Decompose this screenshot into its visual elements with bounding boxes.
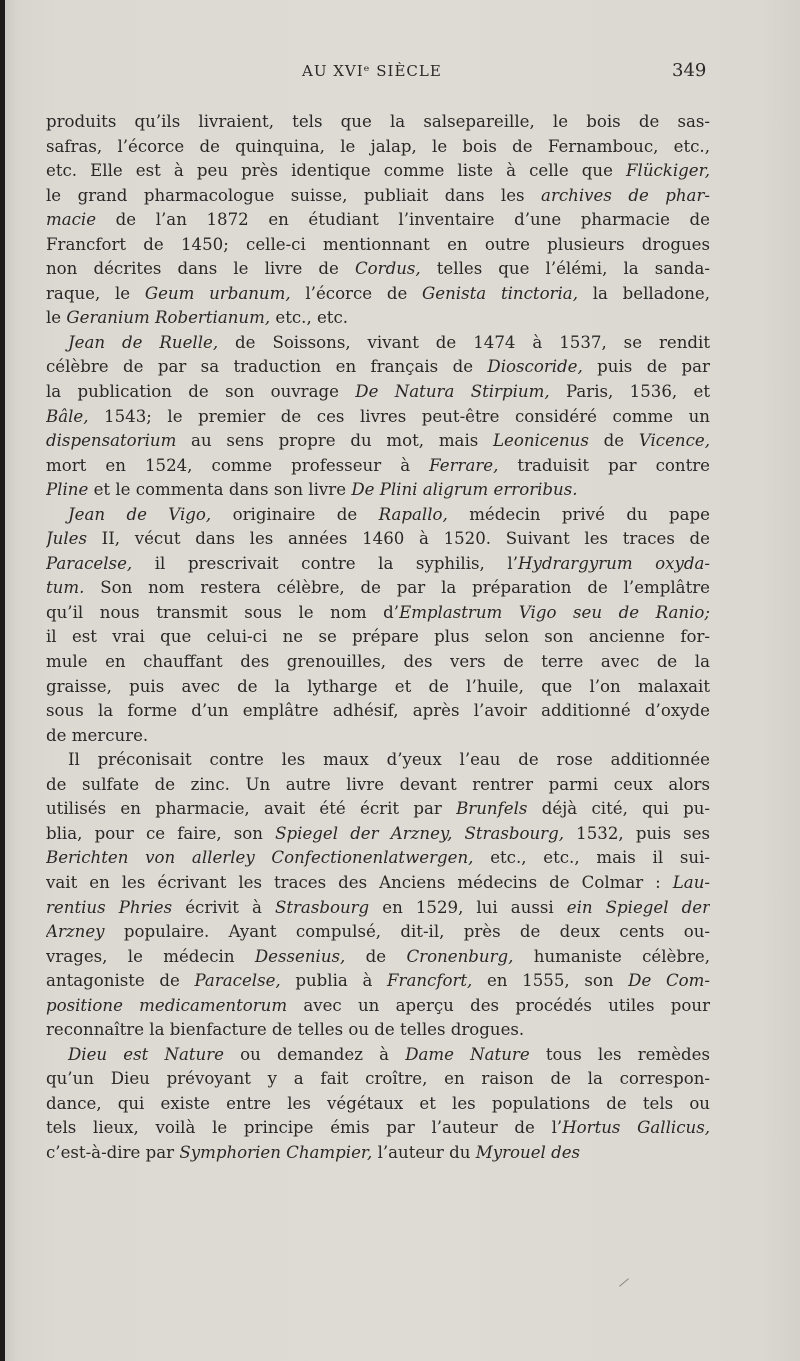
text-line <box>46 576 710 601</box>
text-line <box>46 257 710 282</box>
text-run: sous la forme d’un emplâtre adhésif, après l’avoir additionné d’oxyde <box>46 701 710 721</box>
italic-text: Hydrargyrum oxyda- <box>518 553 710 573</box>
text-line <box>46 994 710 1019</box>
text-run: Francfort de 1450; celle-ci mentionnant en outre plusieurs drogues <box>46 234 710 254</box>
text-run: tels lieux, voilà le principe émis par l’auteur de l’ <box>46 1118 563 1138</box>
text-run: 1532, puis ses <box>564 823 710 843</box>
italic-text: De Plini aligrum erroribus. <box>351 480 578 500</box>
text-run: en 1555, son <box>472 971 629 991</box>
page-number: 349 <box>672 60 707 81</box>
italic-text: dispensatorium <box>46 431 177 451</box>
italic-text: Genista tinctoria, <box>422 283 578 303</box>
text-line <box>46 355 710 380</box>
text-run: raque, le <box>46 283 145 303</box>
text-line <box>46 159 710 184</box>
text-run: de Soissons, vivant de 1474 à 1537, se rendit <box>218 332 710 352</box>
text-line <box>46 306 710 331</box>
text-line <box>46 773 710 798</box>
paragraph <box>46 1043 710 1166</box>
text-run: en 1529, lui aussi <box>369 897 567 917</box>
italic-text: Jean de Vigo, <box>68 504 212 524</box>
text-run: utilisés en pharmacie, avait été écrit par <box>46 799 457 819</box>
text-line <box>46 625 710 650</box>
text-run: produits qu’ils livraient, tels que la salsepareille, le bois de sas- <box>46 112 710 131</box>
text-line <box>46 601 710 626</box>
text-line <box>46 748 710 773</box>
italic-text: Spiegel der Arzney, Strasbourg, <box>275 823 565 843</box>
text-run: il est vrai que celui-ci ne se prépare plus selon son ancienne for- <box>46 627 710 647</box>
paragraph <box>46 748 710 1043</box>
text-run: II, vécut dans les années 1460 à 1520. Suivant les traces de <box>86 529 710 549</box>
text-run: la belladone, <box>577 283 710 303</box>
italic-text: Francfort, <box>387 971 473 991</box>
text-run: de <box>345 946 407 966</box>
text-run: le <box>46 308 67 328</box>
body-text <box>46 110 710 1166</box>
italic-text: Dame Nature <box>405 1044 530 1064</box>
text-line <box>46 1141 710 1166</box>
text-line <box>46 871 710 896</box>
text-run: qu’un Dieu prévoyant y a fait croître, en raison de la correspon- <box>46 1069 710 1089</box>
italic-text: Cordus, <box>354 259 421 279</box>
text-run: non décrites dans le livre de <box>46 259 355 279</box>
text-run: originaire de <box>211 504 379 524</box>
italic-text: Brunfels <box>456 799 528 819</box>
text-line <box>46 380 710 405</box>
text-line <box>46 405 710 430</box>
italic-text: Symphorien Champier, <box>179 1142 373 1162</box>
italic-text: Leonicenus <box>493 431 589 451</box>
text-run: de sulfate de zinc. Un autre livre devant rentrer parmi ceux alors <box>46 774 710 794</box>
italic-text: Hortus Gallicus, <box>562 1118 710 1138</box>
italic-text: Ferrare, <box>429 455 499 475</box>
text-run: célèbre de par sa traduction en français de <box>46 357 488 377</box>
text-run: Paris, 1536, et <box>549 382 710 402</box>
text-run: Son nom restera célèbre, de par la préparation de l’emplâtre <box>84 578 710 598</box>
text-line <box>46 135 710 160</box>
text-line <box>46 650 710 675</box>
text-line <box>46 1018 710 1043</box>
italic-text: Jean de Ruelle, <box>68 332 219 352</box>
text-run: il prescrivait contre la syphilis, l’ <box>132 553 518 573</box>
italic-text: Paracelse, <box>194 971 281 991</box>
text-line <box>46 797 710 822</box>
text-run: blia, pour ce faire, son <box>46 823 276 843</box>
text-run: publia à <box>280 971 387 991</box>
italic-text: archives de phar- <box>541 185 710 205</box>
text-line <box>46 331 710 356</box>
text-run: qu’il nous transmit sous le nom d’ <box>46 602 400 622</box>
text-run: déjà cité, qui pu- <box>527 799 710 819</box>
text-line <box>46 846 710 871</box>
italic-text: rentius Phries <box>46 897 173 917</box>
paragraph <box>46 110 710 331</box>
page-header <box>0 62 800 84</box>
text-run: le grand pharmacologue suisse, publiait dans les <box>46 185 542 205</box>
text-line <box>46 429 710 454</box>
text-line <box>46 1067 710 1092</box>
text-line <box>46 896 710 921</box>
italic-text: Dioscoride, <box>487 357 583 377</box>
text-line <box>46 527 710 552</box>
italic-text: Vicence, <box>638 431 710 451</box>
italic-text: Bâle, <box>46 406 89 426</box>
page-binding-edge <box>0 0 5 1361</box>
text-line <box>46 822 710 847</box>
italic-text: Berichten von allerley Confectionenlatwergen, <box>46 848 474 868</box>
text-run: 1543; le premier de ces livres peut-être considéré comme un <box>88 406 710 426</box>
text-run: médecin privé du pape <box>447 504 710 524</box>
text-run: l’auteur du <box>372 1142 476 1162</box>
italic-text: Geranium Robertianum, <box>66 308 271 328</box>
italic-text: Geum urbanum, <box>144 283 291 303</box>
text-run: c’est-à-dire par <box>46 1142 180 1162</box>
italic-text: Flückiger, <box>626 161 710 181</box>
text-run: l’écorce de <box>290 283 423 303</box>
text-run: vrages, le médecin <box>46 946 255 966</box>
text-line <box>46 282 710 307</box>
text-run: la publication de son ouvrage <box>46 382 356 402</box>
text-run: etc. Elle est à peu près identique comme liste à celle que <box>46 161 626 181</box>
text-run: vait en les écrivant les traces des Anciens médecins de Colmar : <box>46 872 673 892</box>
paragraph <box>46 503 710 748</box>
text-line <box>46 945 710 970</box>
text-line <box>46 699 710 724</box>
text-line <box>46 233 710 258</box>
text-run: mort en 1524, comme professeur à <box>46 455 430 475</box>
text-run: humaniste célèbre, <box>513 946 710 966</box>
italic-text: Arzney <box>46 922 105 942</box>
text-run: graisse, puis avec de la lytharge et de l’huile, que l’on malaxait <box>46 676 710 696</box>
italic-text: Dieu est Nature <box>68 1044 224 1064</box>
text-run: etc., etc., mais il sui- <box>473 848 710 868</box>
italic-text: De Com- <box>628 971 710 991</box>
paragraph <box>46 331 710 503</box>
italic-text: De Natura Stirpium, <box>355 382 550 402</box>
text-line <box>46 552 710 577</box>
italic-text: ein Spiegel der <box>566 897 710 917</box>
text-run: telles que l’élémi, la sanda- <box>420 259 710 279</box>
italic-text: Strasbourg <box>274 897 370 917</box>
text-line <box>46 1092 710 1117</box>
text-line <box>46 503 710 528</box>
italic-text: Dessenius, <box>254 946 346 966</box>
text-line <box>46 724 710 749</box>
text-run: Il préconisait contre les maux d’yeux l’eau de rose additionnée <box>68 750 710 770</box>
italic-text: Pline <box>46 480 89 500</box>
italic-text: Lau- <box>672 872 710 892</box>
text-run: puis de par <box>582 357 710 377</box>
text-run: safras, l’écorce de quinquina, le jalap, le bois de Fernambouc, etc., <box>46 136 710 156</box>
italic-text: Jules <box>46 529 87 549</box>
text-line <box>46 1043 710 1068</box>
italic-text: Paracelse, <box>46 553 133 573</box>
stray-pencil-mark <box>619 1278 629 1286</box>
text-run: mule en chauffant des grenouilles, des vers de terre avec de la <box>46 652 710 672</box>
text-run: et le commenta dans son livre <box>88 480 352 500</box>
text-run: avec un aperçu des procédés utiles pour <box>287 995 710 1015</box>
text-line <box>46 1116 710 1141</box>
text-run: de mercure. <box>46 725 149 745</box>
italic-text: tum. <box>46 578 85 598</box>
text-run: reconnaître la bienfacture de telles ou de telles drogues. <box>46 1020 525 1040</box>
text-line <box>46 110 710 135</box>
italic-text: Rapallo, <box>378 504 448 524</box>
text-run: etc., etc. <box>270 308 349 328</box>
text-line <box>46 208 710 233</box>
italic-text: Myrouel des <box>475 1142 581 1162</box>
italic-text: Emplastrum Vigo seu de Ranio; <box>399 602 710 622</box>
italic-text: macie <box>46 210 97 230</box>
text-run: antagoniste de <box>46 971 195 991</box>
running-title: AU XVIᵉ SIÈCLE <box>302 62 442 80</box>
italic-text: positione medicamentorum <box>46 995 288 1015</box>
text-run: traduisit par contre <box>498 455 710 475</box>
text-run: tous les remèdes <box>529 1044 710 1064</box>
italic-text: Cronenburg, <box>406 946 514 966</box>
text-run: de <box>588 431 639 451</box>
text-line <box>46 184 710 209</box>
text-line <box>46 675 710 700</box>
text-run: écrivit à <box>172 897 275 917</box>
text-line <box>46 920 710 945</box>
text-run: populaire. Ayant compulsé, dit-il, près de deux cents ou- <box>104 922 710 942</box>
text-run: dance, qui existe entre les végétaux et les populations de tels ou <box>46 1093 710 1113</box>
text-line <box>46 969 710 994</box>
text-line <box>46 454 710 479</box>
text-line <box>46 478 710 503</box>
text-run: ou demandez à <box>224 1044 406 1064</box>
text-run: de l’an 1872 en étudiant l’inventaire d’une pharmacie de <box>96 210 710 230</box>
text-run: au sens propre du mot, mais <box>176 431 494 451</box>
